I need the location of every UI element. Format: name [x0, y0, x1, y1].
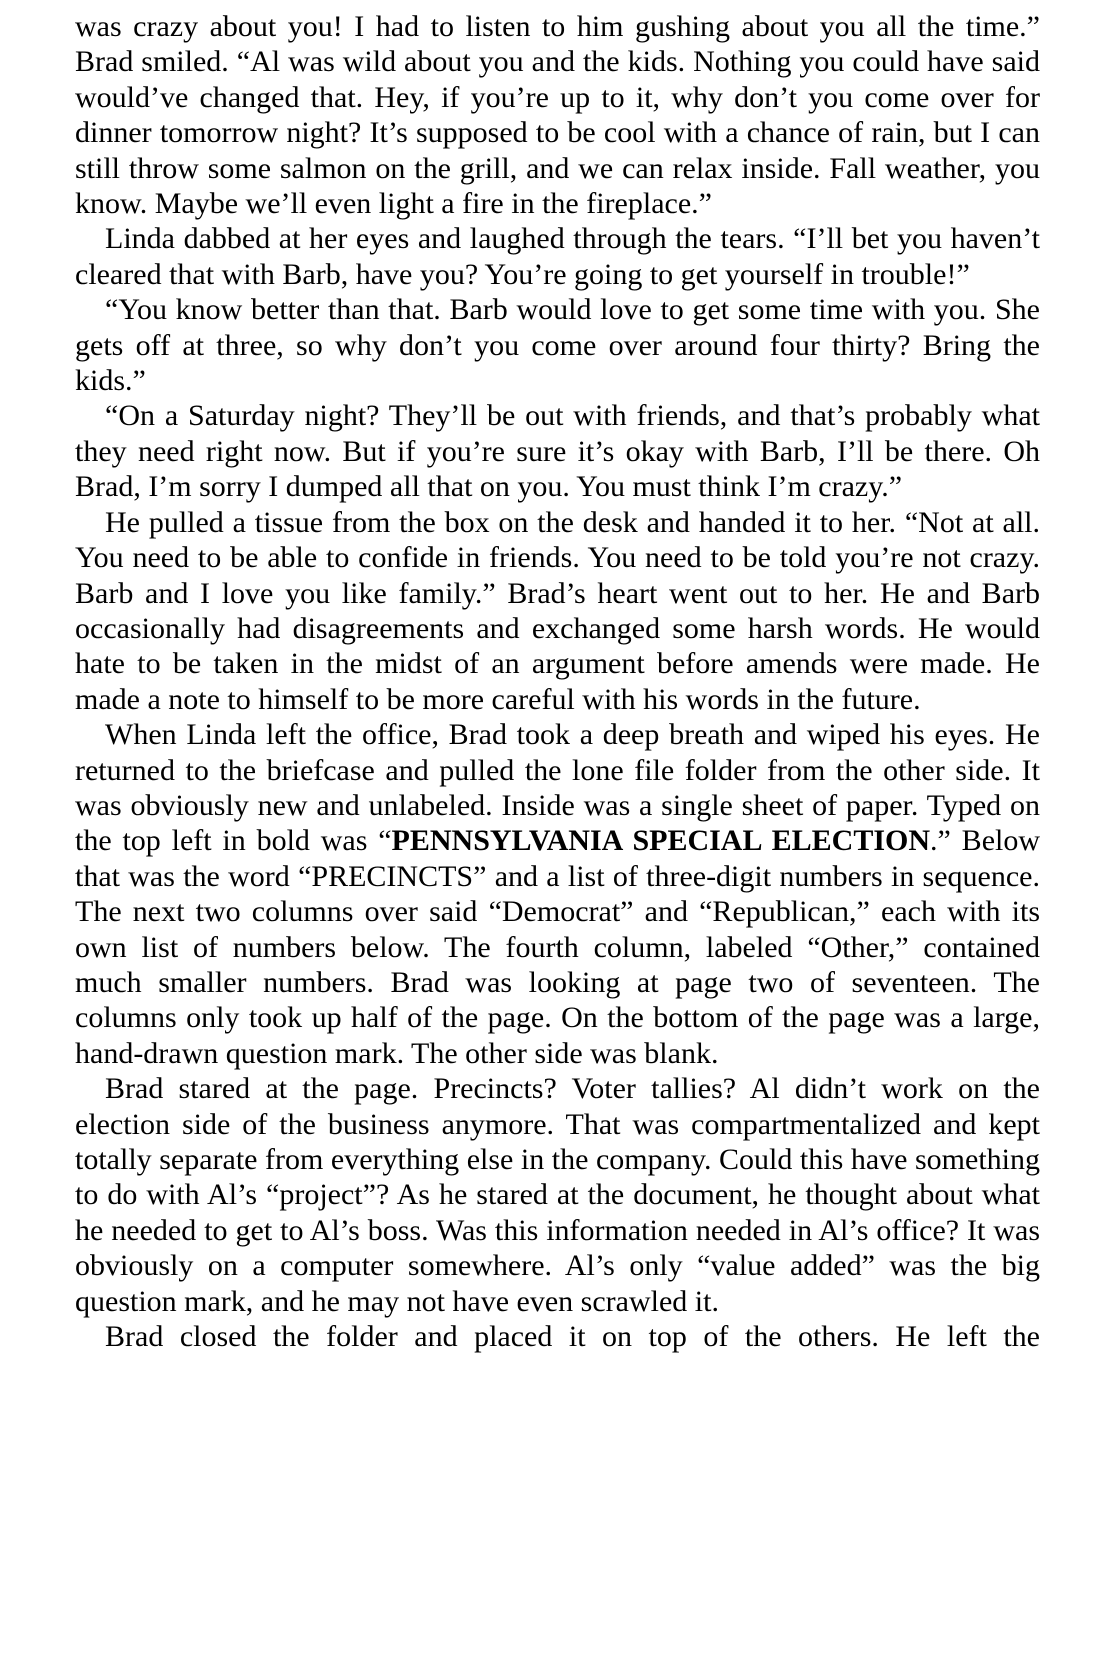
paragraph-text-before-bold: When Linda left the office, Brad took a deep breath and wiped his eyes. He returned to the briefcase and pulled the lone file folder from the other side. It was obviously new and unlabeled. Inside was a single sheet of paper. Typed on the top left in bold was “ [75, 718, 1040, 858]
paragraph [75, 717, 1040, 1071]
paragraph: “You know better than that. Barb would love to get some time with you. She gets off at three, so why don’t you come over around four thirty? Bring the kids.” [75, 293, 1040, 398]
paragraph: Linda dabbed at her eyes and laughed through the tears. “I’ll bet you haven’t cleared that with Barb, have you? You’re going to get yourself in trouble!” [75, 222, 1040, 291]
paragraph: He pulled a tissue from the box on the desk and handed it to her. “Not at all. You need to be able to confide in friends. You need to be told you’re not crazy. Barb and I love you like family.” Brad’s heart went out to her. He and Barb occasionally had disagreements and exchanged some harsh words. He would hate to be taken in the midst of an argument before amends were made. He made a note to himself to be more careful with his words in the future. [75, 505, 1040, 716]
paragraph-text-after-bold: .” Below that was the word “PRECINCTS” and a list of three-digit numbers in sequence. The next two columns over said “Democrat” and “Republican,” each with its own list of numbers below. The fourth column, labeled “Other,” contained much smaller numbers. Brad was looking at page two of seventeen. The columns only took up half of the page. On the bottom of the page was a large, hand-drawn question mark. The other side was blank. [75, 824, 1041, 1070]
paragraph: Brad closed the folder and placed it on top of the others. He left the [105, 1320, 1040, 1354]
paragraph: was crazy about you! I had to listen to him gushing about you all the time.” Brad smiled. “Al was wild about you and the kids. Nothing you could have said would’ve changed that. Hey, if you’re up to it, why don’t you come over for dinner tomorrow night? It’s supposed to be cool with a chance of rain, but I can still throw some salmon on the grill, and we can relax inside. Fall weather, you know. Maybe we’ll even light a fire in the fireplace.” [75, 10, 1040, 221]
paragraph: Brad stared at the page. Precincts? Voter tallies? Al didn’t work on the election side of the business anymore. That was compartmentalized and kept totally separate from everything else in the company. Could this have something to do with Al’s “project”? As he stared at the document, he thought about what he needed to get to Al’s boss. Was this information needed in Al’s office? It was obviously on a computer somewhere. Al’s only “value added” was the big question mark, and he may not have even scrawled it. [75, 1072, 1040, 1318]
paragraph: “On a Saturday night? They’ll be out with friends, and that’s probably what they need right now. But if you’re sure it’s okay with Barb, I’ll be there. Oh Brad, I’m sorry I dumped all that on you. You must think I’m crazy.” [75, 399, 1040, 504]
bold-document-title: PENNSYLVANIA SPECIAL ELECTION [391, 824, 931, 858]
